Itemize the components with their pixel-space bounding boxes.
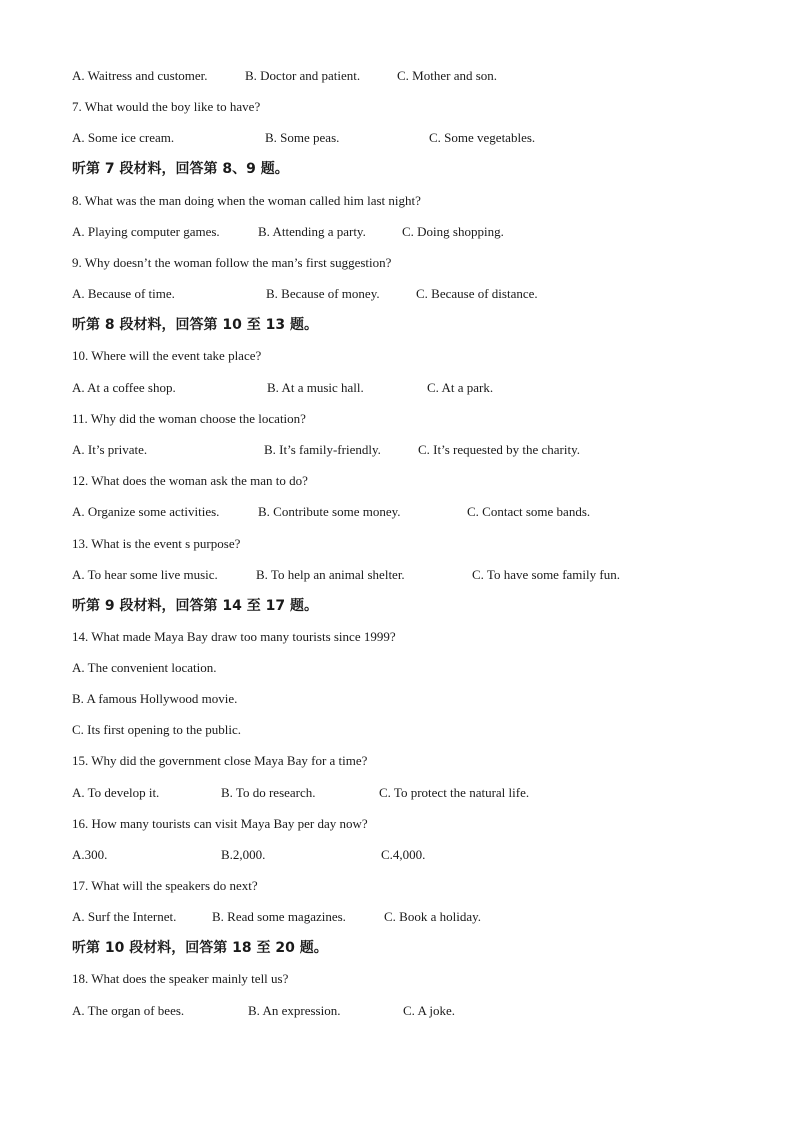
- answer-option: A. Playing computer games.: [72, 224, 220, 239]
- question-text: 8. What was the man doing when the woman called him last night?: [72, 193, 421, 208]
- answer-option: C. At a park.: [427, 380, 494, 395]
- answer-option: C. Book a holiday.: [384, 909, 482, 924]
- answer-option: C. Mother and son.: [397, 68, 498, 83]
- answer-option: C. To protect the natural life.: [379, 785, 530, 800]
- answer-option: B. Because of money.: [266, 286, 380, 301]
- answer-option: C. Because of distance.: [416, 286, 538, 301]
- question-text: 16. How many tourists can visit Maya Bay per day now?: [72, 816, 368, 831]
- question-text: 15. Why did the government close Maya Bay for a time?: [72, 753, 368, 768]
- answer-option: A. The organ of bees.: [72, 1003, 185, 1018]
- answer-option: B. Attending a party.: [258, 224, 366, 239]
- answer-option: A. To develop it.: [72, 785, 160, 800]
- answer-option: B.2,000.: [221, 847, 266, 862]
- answer-option: C. Some vegetables.: [429, 130, 536, 145]
- answer-option: B. To help an animal shelter.: [256, 567, 405, 582]
- question-text: 12. What does the woman ask the man to do?: [72, 473, 308, 488]
- question-text: 10. Where will the event take place?: [72, 348, 262, 363]
- question-text: 9. Why doesn’t the woman follow the man’s first suggestion?: [72, 255, 392, 270]
- answer-option: C.4,000.: [381, 847, 426, 862]
- answer-option: C. Contact some bands.: [467, 504, 591, 519]
- answer-option: A. Because of time.: [72, 286, 175, 301]
- section-heading: 听第 9 段材料，回答第 14 至 17 题。: [72, 598, 318, 614]
- section-heading: 听第 8 段材料，回答第 10 至 13 题。: [72, 317, 318, 333]
- section-heading: 听第 7 段材料，回答第 8、9 题。: [72, 161, 289, 177]
- question-text: 7. What would the boy like to have?: [72, 99, 261, 114]
- answer-option: A. Some ice cream.: [72, 130, 175, 145]
- answer-option: A. At a coffee shop.: [72, 380, 176, 395]
- answer-option: A. Organize some activities.: [72, 504, 220, 519]
- answer-option: C. A joke.: [403, 1003, 456, 1018]
- answer-option: B. Doctor and patient.: [245, 68, 361, 83]
- answer-option: A. Waitress and customer.: [72, 68, 208, 83]
- answer-option: B. An expression.: [248, 1003, 341, 1018]
- answer-option: A.300.: [72, 847, 108, 862]
- answer-option: A. It’s private.: [72, 442, 148, 457]
- answer-option: B. Contribute some money.: [258, 504, 401, 519]
- question-text: A. The convenient location.: [72, 660, 217, 675]
- answer-option: C. Doing shopping.: [402, 224, 504, 239]
- question-text: 13. What is the event s purpose?: [72, 536, 241, 551]
- answer-option: A. To hear some live music.: [72, 567, 218, 582]
- answer-option: A. Surf the Internet.: [72, 909, 177, 924]
- answer-option: B. It’s family-friendly.: [264, 442, 381, 457]
- question-text: 18. What does the speaker mainly tell us?: [72, 971, 289, 986]
- answer-option: B. Read some magazines.: [212, 909, 346, 924]
- section-heading: 听第 10 段材料，回答第 18 至 20 题。: [72, 940, 328, 956]
- question-text: 11. Why did the woman choose the location?: [72, 411, 306, 426]
- answer-option: B. To do research.: [221, 785, 316, 800]
- answer-option: B. At a music hall.: [267, 380, 364, 395]
- question-text: B. A famous Hollywood movie.: [72, 691, 238, 706]
- question-text: 14. What made Maya Bay draw too many tourists since 1999?: [72, 629, 396, 644]
- answer-option: C. It’s requested by the charity.: [418, 442, 580, 457]
- answer-option: B. Some peas.: [265, 130, 340, 145]
- answer-option: C. To have some family fun.: [472, 567, 620, 582]
- question-text: 17. What will the speakers do next?: [72, 878, 258, 893]
- question-text: C. Its first opening to the public.: [72, 722, 241, 737]
